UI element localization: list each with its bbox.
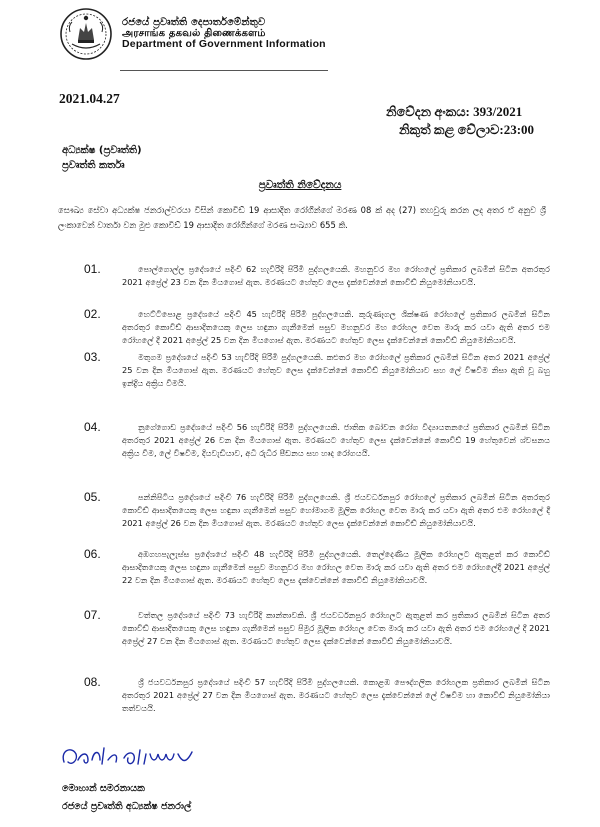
item-number: 03. bbox=[84, 350, 101, 364]
item-number: 02. bbox=[84, 307, 101, 321]
intro-paragraph: සෞඛ්‍ය සේවා අධ්‍යක්ෂ ජනරාල්වරයා විසින් කොවිඩ් 19 ආසාදිත රෝගීන්ගේ මරණ 08 ක් අද (27) තහවුරු කරන ලද අතර ඒ අනුව ශ්‍රී ලංකාවෙන් වාර්තා වන මුළු කොවිඩ් 19 ආසාදිත රෝගීන්ගේ මරණ සංඛ්‍යාව 655 කි. bbox=[58, 205, 546, 230]
dept-name-sinhala: රජයේ ප්‍රවෘත්ති දෙපාර්තමේන්තුව bbox=[122, 17, 266, 28]
item-text: පොල්ගොල්ල ප්‍රදේශයේ පදිංචි 62 හැවිරිදි පිරිමි පුද්ගලයෙකි. මහනුවර මහ රෝහලේ ප්‍රතිකාර ලබමින් සිටින අතරතුර 2021 අප්‍රේල් 23 වන දින මියගොස් ඇත. මරණයට හේතුව ලෙස දැක්වෙන්නේ කොවිඩ් නියුමෝනියාවයි. bbox=[122, 264, 550, 287]
item-number: 01. bbox=[84, 262, 101, 276]
release-number: නිවේදන අංකය: 393/2021 bbox=[386, 104, 523, 119]
header-divider bbox=[120, 70, 328, 71]
dept-name-english: Department of Government Information bbox=[122, 38, 326, 50]
recipient-news-editor: ප්‍රවෘත්ති කර්තෘ bbox=[62, 160, 125, 171]
letterhead bbox=[58, 6, 326, 62]
document-title bbox=[0, 179, 600, 192]
item-number: 07. bbox=[84, 608, 101, 622]
item-text: මතුගම ප්‍රදේශයේ පදිංචි 53 හැවිරිදි පිරිමි පුද්ගලයෙකි. කළුතර මහ රෝහලේ ප්‍රතිකාර ලබමින් සිටින අතර 2021 අප්‍රේල් 25 වන දින මියගොස් ඇත. මරණයට හේතුව ලෙස දැක්වෙන්නේ කොවිඩ් නියුමෝනියාව සහ ලේ විෂවීම නිසා ඇති වූ බහු ඉන්ද්‍රිය අක්‍රිය වීමයි. bbox=[122, 352, 550, 388]
dept-name-tamil: அரசாங்க தகவல் திணைக்களம் bbox=[122, 27, 266, 39]
item-text: හෙට්ටිපොළ ප්‍රදේශයේ පදිංචි 45 හැවිරිදි පිරිමි පුද්ගලයෙකි. කුරුණෑගල ශික්ෂණ රෝහලේ ප්‍රතිකාර ලබමින් සිටින අතරතුර කොවිඩ් ආසාදිතයෙකු ලෙස හඳුනා ගැනීමෙන් පසුව මහනුවර මහ රෝහල වෙත මාරු කර යවා ඇති අතර එම රෝහලේ දී 2021 අප්‍රේල් 25 වන දින මියගොස් ඇත. මරණයට හේතුව ලෙස දැක්වෙන්නේ කොවිඩ් නියුමෝනියාවයි. bbox=[122, 309, 550, 345]
sri-lanka-emblem-icon bbox=[58, 6, 114, 62]
signatory-title: රජයේ ප්‍රවෘත්ති අධ්‍යක්ෂ ජනරාල් bbox=[62, 801, 192, 812]
item-number: 04. bbox=[84, 420, 101, 434]
item-text: නුගේගොඩ ප්‍රදේශයේ පදිංචි 56 හැවිරිදි පිරිමි පුද්ගලයෙකි. ජාතික බෝවන රෝග විද්‍යායතනයේ ප්‍රතිකාර ලබමින් සිටින අතරතුර 2021 අප්‍රේල් 26 වන දින මියගොස් ඇත. මරණයට හේතුව ලෙස දැක්වෙන්නේ කොවිඩ් 19 හේතුවෙන් ශ්වසනය අක්‍රිය වීම, ලේ විෂවීම, දියවැඩියාව, අධි රුධිර පීඩනය සහ හෘද රෝගයයි. bbox=[122, 422, 550, 458]
item-number: 06. bbox=[84, 547, 101, 561]
item-number: 05. bbox=[84, 490, 101, 504]
item-text: පන්නිපිටිය ප්‍රදේශයේ පදිංචි 76 හැවිරිදි පිරිමි පුද්ගලයෙකි. ශ්‍රී ජයවර්ධනපුර රෝහලේ ප්‍රතිකාර ලබමින් සිටින අතරතුර කොවිඩ් ආසාදිතයෙකු ලෙස හඳුනා ගැනීමෙන් පසුව හෝමාගම මූලික රෝහල වෙත මාරු කර යවා ඇති අතර එම රෝහලේ දී 2021 අප්‍රේල් 26 වන දින මියගොස් ඇත. මරණයට හේතුව ලෙස දැක්වෙන්නේ කොවිඩ් නියුමෝනියාවයි. bbox=[122, 492, 550, 528]
release-time: නිකුත් කළ වේලාව:23:00 bbox=[399, 122, 535, 137]
document-title-text: ප්‍රවෘත්ති නිවේදනය bbox=[258, 179, 342, 191]
signature-image bbox=[58, 740, 208, 774]
recipient-director-news: අධ්‍යක්ෂ (ප්‍රවෘත්ති) bbox=[62, 145, 142, 156]
signatory-name: මොහාන් සමරනායක bbox=[62, 783, 145, 794]
release-date: 2021.04.27 bbox=[59, 91, 120, 106]
item-text: ශ්‍රී ජයවර්ධනපුර ප්‍රදේශයේ පදිංචි 57 හැවිරිදි පිරිමි පුද්ගලයෙකි. කොළඹ පෞද්ගලික රෝහලක ප්‍රතිකාර ලබමින් සිටින අතරතුර 2021 අප්‍රේල් 27 වන දින මියගොස් ඇත. මරණයට හේතුව ලෙස දැක්වෙන්නේ ලේ විෂවීම හා කොවිඩ් නියුමෝනියා තත්වයයි. bbox=[122, 677, 550, 713]
item-text: වත්තල ප්‍රදේශයේ පදිංචි 73 හැවිරිදි කාන්තාවකි. ශ්‍රී ජයවර්ධනපුර රෝහලට ඇතුළත් කර ප්‍රතිකාර ලබමින් සිටින අතර කොවිඩ් ආසාදිතයෙකු ලෙස හඳුනා ගැනීමෙන් පසුව පිමුර මූලික රෝහල වෙත මාරු කර යවා ඇති අතර එම රෝහලේ දී 2021 අප්‍රේල් 27 වන දින මියගොස් ඇත. මරණයට හේතුව ලෙස දැක්වෙන්නේ කොවිඩ් නියුමෝනියාවයි. bbox=[122, 610, 550, 646]
department-names bbox=[122, 18, 326, 50]
item-number: 08. bbox=[84, 675, 101, 689]
item-text: අඹගහපැලැස්ස ප්‍රදේශයේ පදිංචි 48 හැවිරිදි පිරිමි පුද්ගලයෙකි. තෙල්දෙණිය මූලික රෝහලට ඇතුළත් කර කොවිඩ් ආසාදිතයෙකු ලෙස හඳුනා ගැනීමෙන් පසුව මහනුවර මහ රෝහල වෙත මාරු කර යවා ඇති අතර එම රෝහලේදී 2021 අප්‍රේල් 22 වන දින මියගොස් ඇත. මරණයට හේතුව ලෙස දැක්වෙන්නේ කොවිඩ් නියුමෝනියාවයි. bbox=[122, 549, 550, 585]
